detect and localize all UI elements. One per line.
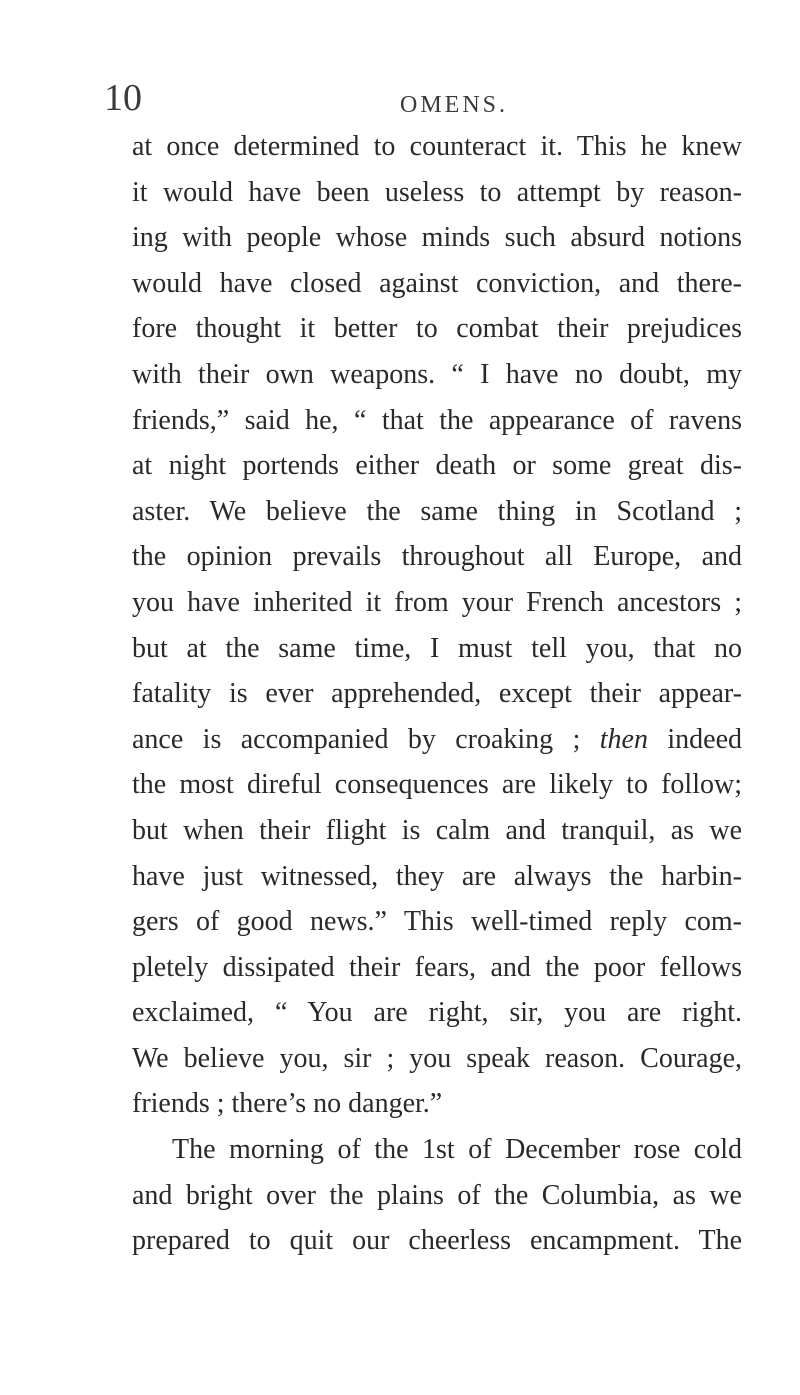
text-line: pletely dissipated their fears, and the poor fellows xyxy=(132,951,742,983)
text-line: it would have been useless to attempt by reason- xyxy=(132,176,742,208)
body-text xyxy=(132,124,742,1264)
paragraph-start-line: The morning of the 1st of December rose cold xyxy=(172,1134,742,1166)
text-line: you have inherited it from your French ancestors ; xyxy=(132,586,742,618)
paragraph-end-line: friends ; there’s no danger.” xyxy=(132,1088,443,1120)
text-line: would have closed against conviction, and there- xyxy=(132,267,742,299)
page-header xyxy=(0,78,800,118)
text-line: have just witnessed, they are always the harbin- xyxy=(132,860,742,892)
text-line: exclaimed, “ You are right, sir, you are right. xyxy=(132,997,742,1029)
text-segment: indeed xyxy=(667,723,742,755)
text-line: fore thought it better to combat their prejudices xyxy=(132,313,742,345)
text-segment: ance is accompanied by croaking ; xyxy=(132,723,581,755)
text-line: fatality is ever apprehended, except their appear- xyxy=(132,678,742,710)
running-head: OMENS. xyxy=(400,92,509,118)
text-line: but when their flight is calm and tranquil, as we xyxy=(132,814,742,846)
text-line-with-italic xyxy=(132,717,742,763)
text-line: aster. We believe the same thing in Scotland ; xyxy=(132,495,742,527)
text-line: ing with people whose minds such absurd notions xyxy=(132,222,742,254)
text-line: We believe you, sir ; you speak reason. Courage, xyxy=(132,1042,742,1074)
text-line: the opinion prevails throughout all Europe, and xyxy=(132,541,742,573)
text-line: with their own weapons. “ I have no doubt, my xyxy=(132,358,742,390)
text-line: gers of good news.” This well-timed reply com- xyxy=(132,906,742,938)
page-number: 10 xyxy=(104,77,142,119)
text-line: prepared to quit our cheerless encampment. The xyxy=(132,1225,742,1257)
text-line: friends,” said he, “ that the appearance of ravens xyxy=(132,404,742,436)
text-line: at once determined to counteract it. This he knew xyxy=(132,131,742,162)
text-line: the most direful consequences are likely to follow; xyxy=(132,769,742,801)
italic-word: then xyxy=(599,723,648,755)
text-line: at night portends either death or some great dis- xyxy=(132,450,742,482)
text-line: and bright over the plains of the Columbia, as we xyxy=(132,1179,742,1211)
text-line: but at the same time, I must tell you, that no xyxy=(132,632,742,664)
